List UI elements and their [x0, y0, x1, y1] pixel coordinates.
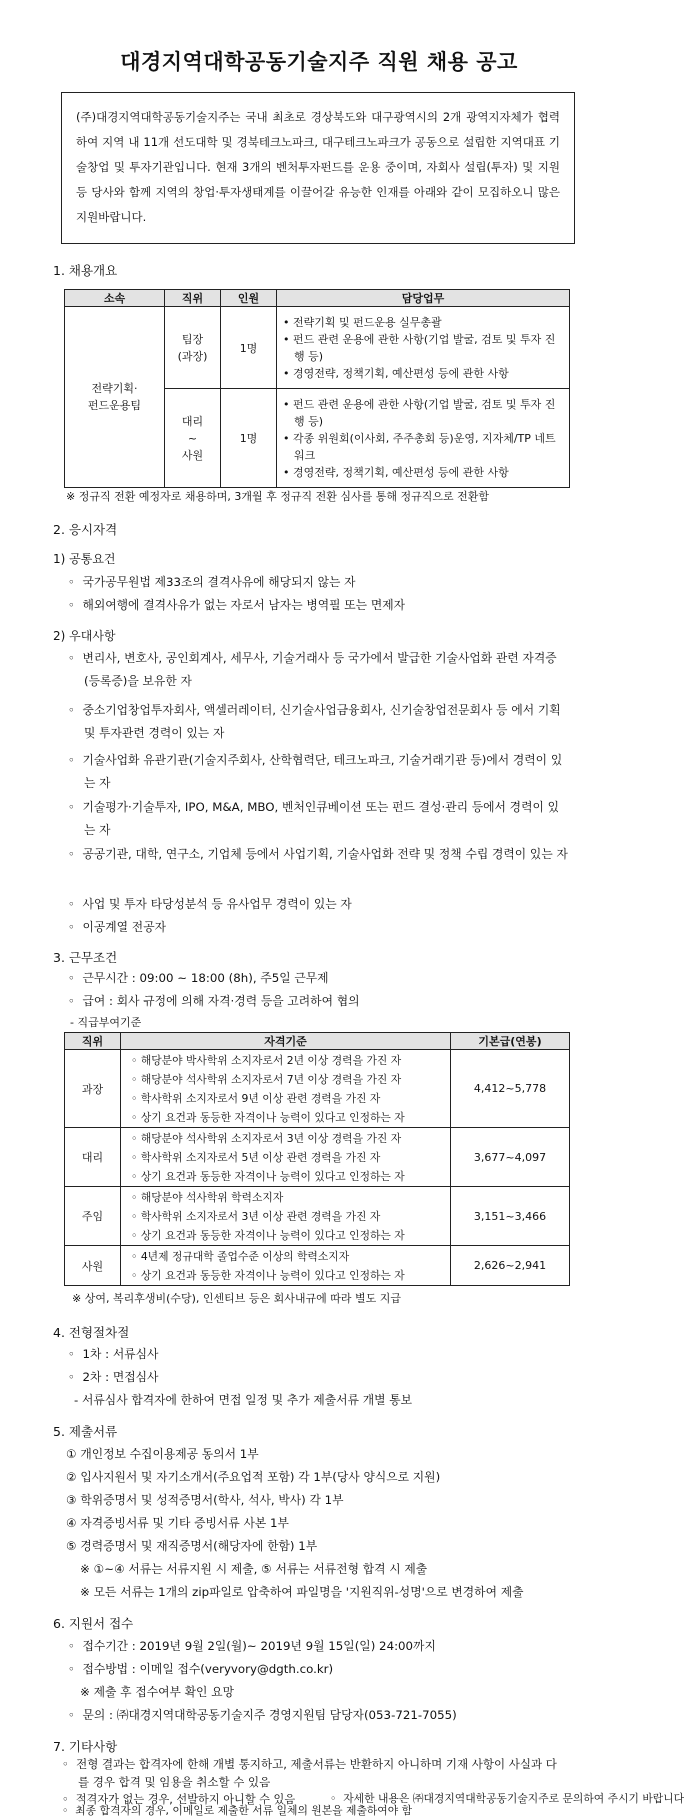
- position-cell: 사원: [65, 1246, 121, 1286]
- section-4-note: - 서류심사 합격자에 한하여 면접 일정 및 추가 제출서류 개별 통보: [74, 1393, 413, 1407]
- list-item: ◦ 적격자가 없는 경우, 선발하지 아니할 수 있음: [62, 1793, 296, 1806]
- list-item: ◦ 학사학위 소지자로서 3년 이상 관련 경력을 가진 자: [131, 1209, 381, 1223]
- list-item: ◦ 접수기간 : 2019년 9월 2일(월)~ 2019년 9월 15일(일) 24:00까지: [68, 1639, 436, 1653]
- recruitment-table: [64, 289, 570, 488]
- list-item: ◦ 해당분야 석사학위 소지자로서 7년 이상 경력을 가진 자: [131, 1072, 402, 1086]
- page-title: 대경지역대학공동기술지주 직원 채용 공고: [120, 50, 518, 74]
- section-1-heading: 1. 채용개요: [53, 263, 118, 278]
- count-cell: 1명: [221, 307, 277, 389]
- list-item: ◦ 1차 : 서류심사: [68, 1347, 159, 1361]
- salary-cell: 2,626~2,941: [451, 1246, 570, 1286]
- list-item: ◦ 급여 : 회사 규정에 의해 자격·경력 등을 고려하여 협의: [68, 994, 360, 1008]
- list-item: ◦ 최종 합격자의 경우, 이메일로 제출한 서류 일체의 원본을 제출하여야 함: [62, 1804, 413, 1817]
- table-header-row: [65, 290, 570, 307]
- list-item: ※ ①~④ 서류는 서류지원 시 제출, ⑤ 서류는 서류전형 합격 시 제출: [80, 1562, 428, 1576]
- position-cell: 팀장 (과장): [165, 307, 221, 389]
- list-item: ◦ 상기 요건과 동등한 자격이나 능력이 있다고 인정하는 자: [131, 1228, 405, 1242]
- criteria-list: [121, 1188, 450, 1245]
- table-row: [65, 1187, 570, 1246]
- criteria-cell: [121, 1050, 451, 1128]
- duties-list: [277, 312, 569, 384]
- criteria-cell: [121, 1187, 451, 1246]
- dept-cell: 전략기획· 펀드운용팀: [65, 307, 165, 488]
- section-1-note: ※ 정규직 전환 예정자로 채용하며, 3개월 후 정규직 전환 심사를 통해 정규직으로 전환함: [66, 490, 489, 503]
- rank-criteria-label: - 직급부여기준: [70, 1016, 142, 1029]
- list-item: ◦ 해당분야 박사학위 소지자로서 2년 이상 경력을 가진 자: [131, 1053, 402, 1067]
- salary-cell: 3,151~3,466: [451, 1187, 570, 1246]
- list-item: ◦ 자세한 내용은 ㈜대경지역대학공동기술지주로 문의하여 주시기 바랍니다: [330, 1792, 684, 1805]
- list-item: ◦ 상기 요건과 동등한 자격이나 능력이 있다고 인정하는 자: [131, 1169, 405, 1183]
- section-6-heading: 6. 지원서 접수: [53, 1616, 134, 1631]
- salary-cell: 3,677~4,097: [451, 1128, 570, 1187]
- list-item: ◦ 접수방법 : 이메일 접수(veryvory@dgth.co.kr): [68, 1662, 334, 1676]
- list-item: ① 개인정보 수집이용제공 동의서 1부: [66, 1447, 259, 1461]
- duties-cell: [277, 307, 570, 389]
- criteria-list: [121, 1129, 450, 1186]
- section-3-heading: 3. 근무조건: [53, 950, 118, 965]
- header-criteria: 자격기준: [121, 1033, 451, 1050]
- header-salary: 기본급(연봉): [451, 1033, 570, 1050]
- section-6-note: ※ 제출 후 접수여부 확인 요망: [80, 1685, 234, 1699]
- table-row: [65, 1246, 570, 1286]
- header-count: 인원: [221, 290, 277, 307]
- preferences-heading: 2) 우대사항: [53, 629, 116, 643]
- list-item: • 경영전략, 정책기획, 예산편성 등에 관한 사항: [283, 366, 509, 380]
- list-item: ② 입사지원서 및 자기소개서(주요업적 포함) 각 1부(당사 양식으로 지원): [66, 1470, 441, 1484]
- list-item: ◦ 이공계열 전공자: [68, 920, 166, 934]
- duties-list: [277, 394, 569, 483]
- list-item: ◦ 학사학위 소지자로서 9년 이상 관련 경력을 가진 자: [131, 1091, 381, 1105]
- table-row: [65, 1050, 570, 1128]
- list-item: ◦ 근무시간 : 09:00 ~ 18:00 (8h), 주5일 근무제: [68, 971, 329, 985]
- common-requirements-heading: 1) 공통요건: [53, 552, 116, 566]
- list-item: ◦ 변리사, 변호사, 공인회계사, 세무사, 기술거래사 등 국가에서 발급한 기술사업화 관련 자격증(등록증)을 보유한 자: [68, 651, 557, 688]
- section-7-heading: 7. 기타사항: [53, 1739, 118, 1754]
- position-cell: 대리: [65, 1128, 121, 1187]
- list-item: ◦ 상기 요건과 동등한 자격이나 능력이 있다고 인정하는 자: [131, 1110, 405, 1124]
- list-item: ◦ 해외여행에 결격사유가 없는 자로서 남자는 병역필 또는 면제자: [68, 598, 406, 612]
- salary-table: [64, 1032, 570, 1286]
- list-item: ◦ 기술평가·기술투자, IPO, M&A, MBO, 벤처인큐베이션 또는 펀드 결성·관리 등에서 경력이 있는 자: [68, 800, 560, 837]
- list-item: ◦ 2차 : 면접심사: [68, 1370, 159, 1384]
- position-cell: 대리 ~ 사원: [165, 389, 221, 488]
- criteria-list: [121, 1051, 450, 1127]
- list-item: ◦ 전형 결과는 합격자에 한해 개별 통지하고, 제출서류는 반환하지 아니하며 기재 사항이 사실과 다를 경우 합격 및 임용을 취소할 수 있음: [62, 1757, 557, 1789]
- list-item: ◦ 상기 요건과 동등한 자격이나 능력이 있다고 인정하는 자: [131, 1268, 405, 1282]
- criteria-list: [121, 1247, 450, 1285]
- list-item: ◦ 해당분야 석사학위 학력소지자: [131, 1190, 284, 1204]
- criteria-cell: [121, 1128, 451, 1187]
- list-item: ⑤ 경력증명서 및 재직증명서(해당자에 한함) 1부: [66, 1539, 318, 1553]
- table-header-row: [65, 1033, 570, 1050]
- section-4-heading: 4. 전형절차절: [53, 1325, 130, 1340]
- section-2-heading: 2. 응시자격: [53, 522, 118, 537]
- header-position: 직위: [65, 1033, 121, 1050]
- list-item: ◦ 기술사업화 유관기관(기술지주회사, 산학협력단, 테크노파크, 기술거래기관 등)에서 경력이 있는 자: [68, 753, 563, 790]
- intro-box: (주)대경지역대학공동기술지주는 국내 최초로 경상북도와 대구광역시의 2개 광역지자체가 협력하여 지역 내 11개 선도대학 및 경북테크노파크, 대구테크노파크가 공동으로 설립한 지역대표 기술창업 및 투자기관입니다. 현재 3개의 벤처투자펀드를 운용 중이며, 자회사 설립(투자) 및 지원 등 당사와 함께 지역의 창업·투자생태계를 이끌어갈 유능한 인재를 아래와 같이 모집하오니 많은 지원바랍니다.: [61, 92, 575, 244]
- count-cell: 1명: [221, 389, 277, 488]
- list-item: ◦ 4년제 정규대학 졸업수준 이상의 학력소지자: [131, 1249, 350, 1263]
- list-item: ◦ 학사학위 소지자로서 5년 이상 관련 경력을 가진 자: [131, 1150, 381, 1164]
- list-item: ◦ 해당분야 석사학위 소지자로서 3년 이상 경력을 가진 자: [131, 1131, 402, 1145]
- list-item: • 각종 위원회(이사회, 주주총회 등)운영, 지자체/TP 네트워크: [283, 431, 556, 462]
- position-cell: 과장: [65, 1050, 121, 1128]
- list-item: • 펀드 관련 운용에 관한 사항(기업 발굴, 검토 및 투자 진행 등): [283, 332, 556, 363]
- criteria-cell: [121, 1246, 451, 1286]
- list-item: ③ 학위증명서 및 성적증명서(학사, 석사, 박사) 각 1부: [66, 1493, 344, 1507]
- header-dept: 소속: [65, 290, 165, 307]
- table-row: [65, 307, 570, 389]
- position-cell: 주임: [65, 1187, 121, 1246]
- list-item: ◦ 문의 : ㈜대경지역대학공동기술지주 경영지원팀 담당자(053-721-7055): [68, 1708, 457, 1722]
- list-item: ◦ 공공기관, 대학, 연구소, 기업체 등에서 사업기획, 기술사업화 전략 및 정책 수립 경력이 있는 자: [68, 847, 568, 861]
- header-duties: 담당업무: [277, 290, 570, 307]
- salary-cell: 4,412~5,778: [451, 1050, 570, 1128]
- list-item: ※ 모든 서류는 1개의 zip파일로 압축하여 파일명을 '지원직위-성명'으로 변경하여 제출: [80, 1585, 524, 1599]
- section-3-note: ※ 상여, 복리후생비(수당), 인센티브 등은 회사내규에 따라 별도 지급: [72, 1292, 402, 1305]
- list-item: • 펀드 관련 운용에 관한 사항(기업 발굴, 검토 및 투자 진행 등): [283, 397, 556, 428]
- list-item: • 전략기획 및 펀드운용 실무총괄: [283, 315, 442, 329]
- section-5-heading: 5. 제출서류: [53, 1424, 118, 1439]
- list-item: ◦ 중소기업창업투자회사, 액셀러레이터, 신기술사업금융회사, 신기술창업전문회사 등 에서 기획 및 투자관련 경력이 있는 자: [68, 703, 561, 740]
- list-item: ◦ 국가공무원법 제33조의 결격사유에 해당되지 않는 자: [68, 575, 356, 589]
- duties-cell: [277, 389, 570, 488]
- list-item: • 경영전략, 정책기획, 예산편성 등에 관한 사항: [283, 465, 509, 479]
- table-row: [65, 1128, 570, 1187]
- header-position: 직위: [165, 290, 221, 307]
- list-item: ④ 자격증빙서류 및 기타 증빙서류 사본 1부: [66, 1516, 289, 1530]
- list-item: ◦ 사업 및 투자 타당성분석 등 유사업무 경력이 있는 자: [68, 897, 352, 911]
